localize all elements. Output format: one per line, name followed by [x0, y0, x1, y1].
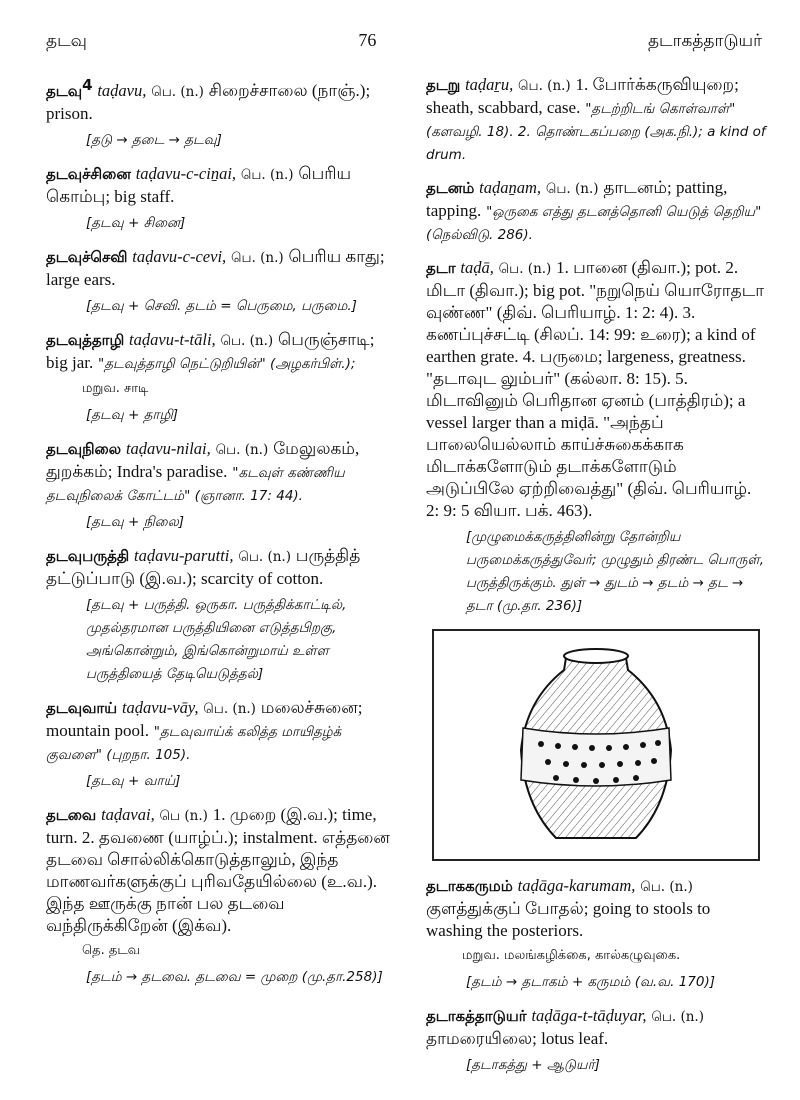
etymology: [தடவு + நிலை] — [86, 514, 185, 531]
dictionary-entry — [46, 697, 394, 793]
etymology: [தடவு + பருத்தி. ஒருகா. பருத்திக்காட்டில், முதல்தரமான பருத்தியினை எடுத்தபிறகு, அங்கொன்றும், இங்கொன்றுமாய் உள்ள பருத்தியைத் தேடியெடுத்தல்] — [86, 597, 347, 683]
definition: 1. பானை (திவா.); pot. 2. மிடா (திவா.); big pot. "நறுநெய் யொரோதடா வுண்ண" (திவ். பெரியாழ். 1: 2: 4). 3. கணப்புச்சட்டி (சிலப். 14: 99: உரை); a kind of earthen grate. 4. பருமை; largeness, greatness. "தடாவுட லும்பர்" (கல்லா. 8: 15). 5. மிடாவினும் பெரிதான ஏனம் (பாத்திரம்); a vessel larger than a miḍā. "அந்தப் பாலையெல்லாம் காய்ச்சுகைக்காக மிடாக்களோடும் தடாக்களோடும் அடுப்பிலே ஏற்றிவைத்து" (திவ். பெரியாழ். 2: 9: 5 வியா. பக். 463). — [426, 258, 765, 520]
cross-reference: தெ. தடவ — [82, 943, 141, 959]
right-column — [426, 74, 766, 1088]
dictionary-entry — [46, 438, 394, 534]
headword: தடாகத்தாடுயர் — [426, 1007, 527, 1025]
headword: தடவுத்தாழி — [46, 331, 125, 350]
transliteration: taḍavu-c-ciṉai, — [135, 164, 237, 184]
pot-illustration — [496, 640, 696, 850]
headword: தடவை — [46, 806, 97, 825]
quotation: "ஒருகை எத்து தடனத்தொனி யெடுத் தெறிய" (நெல்விடு. 286). — [426, 204, 762, 243]
dictionary-entry — [46, 246, 394, 318]
quotation: "தடவுத்தாழி நெட்டுறியின்" (அழகர்பிள்.); — [98, 356, 356, 373]
headword: தடவுநிலை — [46, 440, 122, 459]
dictionary-entry — [46, 804, 394, 989]
etymology: [தடவு + சினை] — [86, 215, 186, 232]
quotation: "தடவுவாய்க் கலித்த மாயிதழ்க் குவளை" (புறநா. 105). — [46, 724, 342, 764]
grammar-label: பெ. (n.) — [203, 701, 256, 718]
etymology: [தடவு + செவி. தடம் = பெருமை, பருமை.] — [86, 298, 357, 315]
left-column — [46, 74, 394, 1000]
dictionary-entry — [426, 177, 766, 246]
headword: தடவுபருத்தி — [46, 547, 130, 566]
headword: தடவுச்செவி — [46, 248, 128, 267]
dictionary-entry — [46, 545, 394, 686]
definition: மலைச்சுனை; mountain pool. — [46, 698, 363, 741]
dictionary-entry — [426, 1005, 766, 1077]
definition: சிறைச்சாலை (நாஞ்.); prison. — [46, 81, 371, 124]
headword: தடனம் — [426, 179, 475, 197]
grammar-label: பெ. (n.) — [151, 84, 204, 101]
dictionary-entry — [426, 257, 766, 618]
dictionary-entry — [46, 163, 394, 235]
quotation: "தடற்றிடங் கொள்வாள்" (களவழி. 18). 2. தொண்டகப்பறை (அக.நி.); a kind of drum. — [426, 101, 766, 163]
definition: தாமரையிலை; lotus leaf. — [426, 1029, 609, 1048]
transliteration: taḍaṉam, — [479, 178, 542, 197]
headword: தடவு — [46, 82, 83, 101]
headword-superscript: 4 — [82, 76, 93, 94]
etymology: [தடவு + வாய்] — [86, 773, 181, 790]
definition: மேலுலகம், துறக்கம்; Indra's paradise. — [46, 439, 360, 482]
transliteration: taḍaṟu, — [465, 75, 514, 94]
quotation: "கடவுள் கண்ணிய தடவுநிலைக் கோட்டம்" (ஞானா. 17: 44). — [46, 465, 345, 505]
page-number: 76 — [358, 30, 377, 50]
transliteration: taḍāga-t-tāḍuyar, — [531, 1006, 647, 1025]
grammar-label: பெ. (n.) — [545, 181, 599, 197]
dictionary-entry — [426, 74, 766, 166]
etymology: [தடம் → தடாகம் + கருமம் (வ.வ. 170)] — [466, 974, 715, 990]
pot-illustration-frame — [432, 629, 760, 861]
headword: தடவுச்சினை — [46, 165, 131, 184]
grammar-label: பெ. (n.) — [238, 549, 291, 566]
transliteration: taḍā, — [460, 258, 494, 277]
grammar-label: பெ. (n.) — [230, 250, 284, 267]
definition: 1. முறை (இ.வ.); time, turn. 2. தவணை (யாழ்ப்.); instalment. எத்தனை தடவை சொல்லிக்கொடுத்தாலும், இந்த மாணவர்களுக்குப் புரிவதேயில்லை (உ.வ.). இந்த ஊருக்கு நான் பல தடவை வந்திருக்கிறேன் (இக்வ). — [46, 805, 390, 936]
definition: தாடனம்; patting, tapping. — [426, 178, 728, 220]
etymology: [தடம் → தடவை. தடவை = முறை (மு.தா.258)] — [86, 969, 383, 986]
definition: பெரிய கொம்பு; big staff. — [46, 164, 352, 207]
transliteration: taḍavu-nilai, — [125, 439, 211, 459]
transliteration: taḍavu-c-cevi, — [132, 247, 227, 267]
headword: தடா — [426, 259, 456, 277]
header-right-word: தடாகத்தாடுயர் — [647, 31, 762, 51]
transliteration: taḍavu, — [97, 81, 147, 101]
grammar-label: பெ. (n.) — [240, 167, 294, 184]
etymology: [தடவு + தாழி] — [86, 407, 179, 424]
definition: 1. போர்க்கருவியுறை; sheath, scabbard, case. — [426, 75, 739, 117]
etymology: [தடு → தடை → தடவு] — [86, 132, 222, 149]
definition: பருத்தித் தட்டுப்பாடு (இ.வ.); scarcity of cotton. — [46, 546, 361, 589]
grammar-label: பெ. (n.) — [640, 879, 693, 895]
dictionary-entry — [46, 329, 394, 427]
grammar-label: பெ. (n.) — [498, 261, 552, 277]
etymology: [முழுமைக்கருத்தினின்று தோன்றிய பருமைக்கருத்துவேர்; முழுதும் திரண்ட பொருள், பருத்திருக்கும். துள் → துடம் → தடம் → தட → தடா (மு.தா. 236)] — [466, 529, 764, 614]
headword: தடறு — [426, 76, 461, 94]
headword: தடாககருமம் — [426, 877, 513, 895]
grammar-label: பெ (n.) — [159, 808, 208, 825]
dictionary-entry — [46, 74, 394, 152]
grammar-label: பெ. (n.) — [215, 442, 269, 459]
cross-reference: மறுவ. மலங்கழிக்கை, கால்கழுவுகை. — [462, 948, 681, 963]
dictionary-entry — [426, 875, 766, 994]
definition: பெரிய காது; large ears. — [46, 247, 385, 290]
transliteration: taḍavu-parutti, — [134, 546, 234, 566]
running-head — [46, 30, 762, 53]
grammar-label: பெ. (n.) — [518, 78, 571, 94]
transliteration: taḍavu-t-tāli, — [129, 330, 216, 350]
transliteration: taḍavu-vāy, — [121, 698, 199, 718]
headword: தடவுவாய் — [46, 699, 118, 718]
header-left-word: தடவு — [46, 31, 87, 51]
etymology: [தடாகத்து + ஆடுயர்] — [466, 1057, 600, 1073]
transliteration: taḍāga-karumam, — [517, 876, 636, 895]
cross-reference: மறுவ. சாடி — [82, 381, 149, 397]
transliteration: taḍavai, — [101, 805, 155, 825]
definition: குளத்துக்குப் போதல்; going to stools to washing the posteriors. — [426, 899, 711, 940]
grammar-label: பெ. (n.) — [651, 1009, 704, 1025]
grammar-label: பெ. (n.) — [220, 333, 274, 350]
definition: பெருஞ்சாடி; big jar. — [46, 330, 375, 373]
